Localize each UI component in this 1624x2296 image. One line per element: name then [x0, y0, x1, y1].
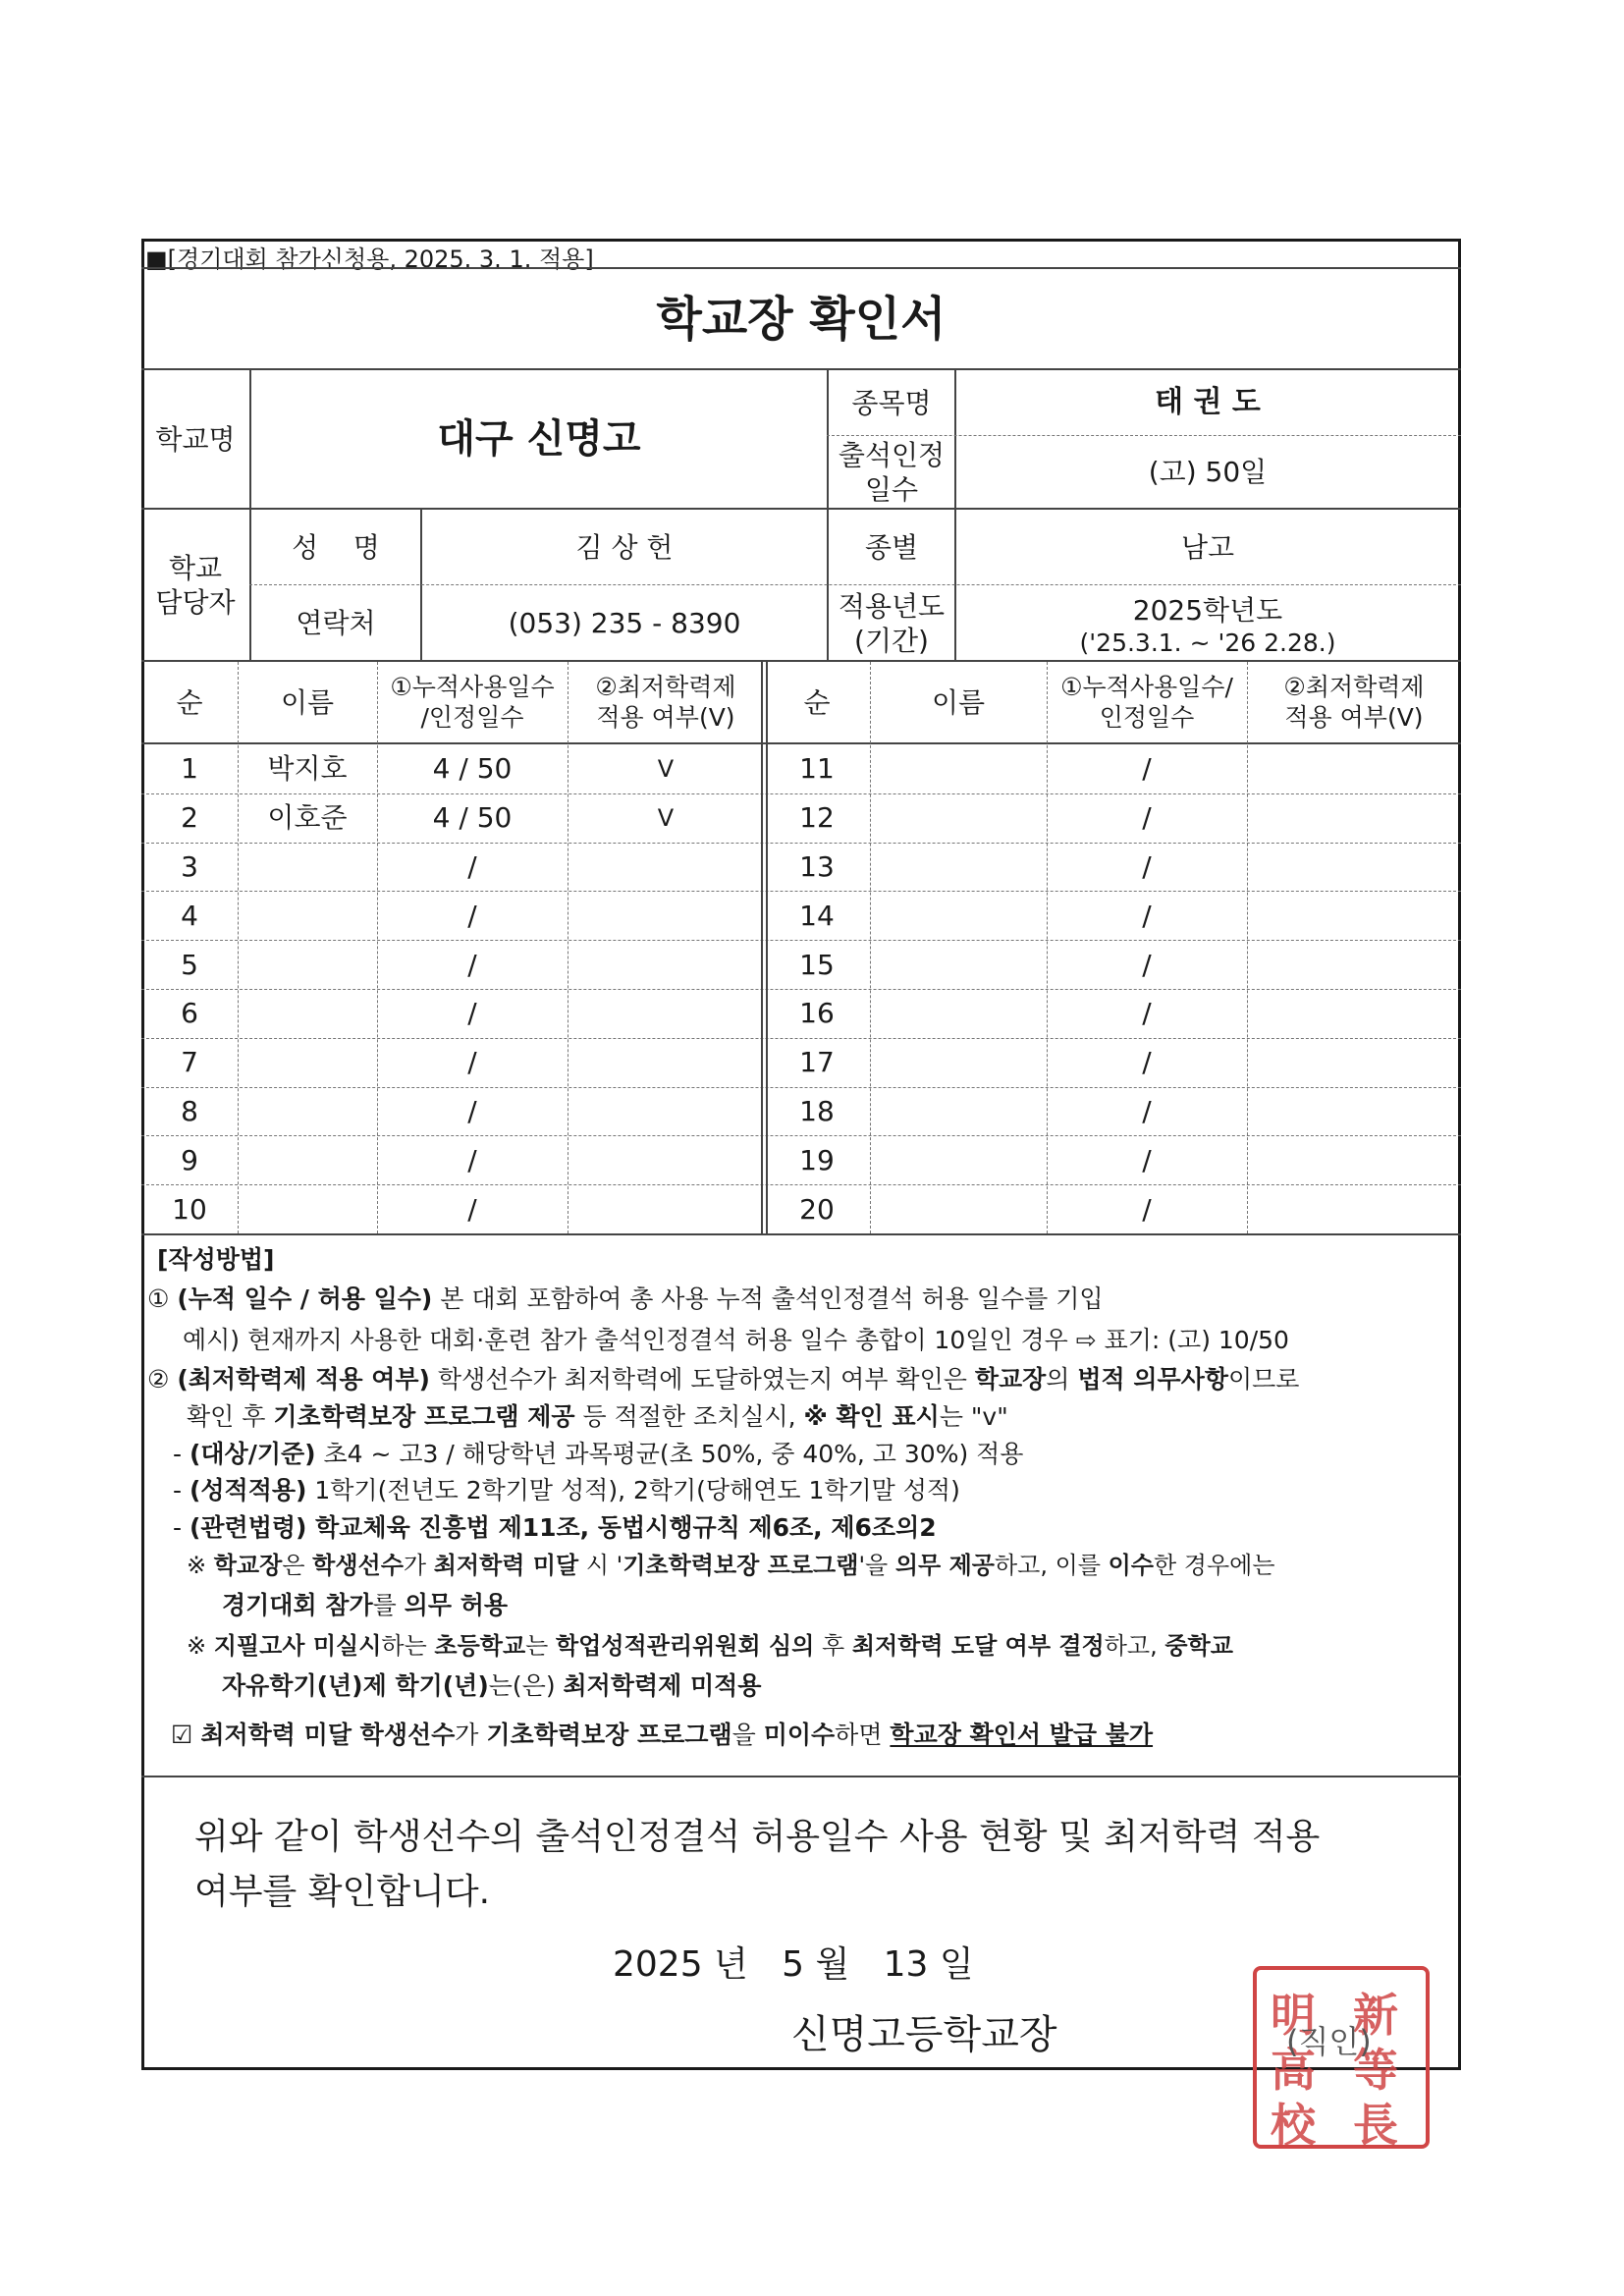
- table-row-days: /: [1142, 801, 1152, 835]
- phone-label: 연락처: [296, 607, 376, 639]
- table-row-no: 15: [799, 948, 835, 981]
- table-row-no: 7: [181, 1046, 198, 1079]
- table-row-days: 4 / 50: [432, 801, 513, 835]
- school-name: 대구 신명고: [437, 416, 641, 462]
- gender-value: 남고: [1180, 530, 1235, 564]
- table-row-no: 12: [799, 801, 835, 835]
- table-row-name: [238, 1038, 377, 1087]
- confirm-line-1: 위와 같이 학생선수의 출석인정결석 허용일수 사용 현황 및 최저학력 적용: [194, 1817, 1321, 1857]
- table-row-min: V: [657, 803, 675, 832]
- table-row-min: [1247, 843, 1461, 892]
- table-row-days: /: [1142, 997, 1152, 1030]
- table-row-name: [870, 891, 1047, 940]
- form-header: ■[경기대회 참가신청용, 2025. 3. 1. 적용]: [145, 246, 594, 273]
- table-row-min: [1247, 744, 1461, 793]
- col-header-name: 이름: [931, 685, 986, 719]
- col-header-days: ①누적사용일수 /인정일수: [390, 672, 555, 732]
- table-row-min: [568, 843, 764, 892]
- instruction-line: ① (누적 일수 / 허용 일수) 본 대회 포함하여 총 사용 누적 출석인정결석 허용 일수를 기입: [147, 1285, 1104, 1313]
- col-header-days: ①누적사용일수/ 인정일수: [1060, 672, 1233, 732]
- official-seal: 明 新 高 等 校 長: [1253, 1966, 1430, 2149]
- col-header-min: ②최저학력제 적용 여부(V): [595, 672, 736, 732]
- signer-name: 신명고등학교장: [791, 2012, 1057, 2057]
- table-row-days: /: [467, 1143, 477, 1176]
- table-row-no: 1: [181, 752, 198, 786]
- year-label: 적용년도 (기간): [838, 589, 946, 657]
- table-row-min: [1247, 1184, 1461, 1233]
- table-row-days: /: [467, 849, 477, 883]
- table-row-days: /: [467, 997, 477, 1030]
- table-row-no: 6: [181, 997, 198, 1030]
- table-row-name: [238, 891, 377, 940]
- instruction-line: ☑ 최저학력 미달 학생선수가 기초학력보장 프로그램을 미이수하면 학교장 확인서 발급 불가: [171, 1721, 1154, 1749]
- table-row-name: [238, 989, 377, 1038]
- page-title: 학교장 확인서: [656, 292, 947, 347]
- table-row-days: /: [467, 1192, 477, 1226]
- sport-label: 종목명: [851, 386, 932, 419]
- table-row-min: [1247, 1135, 1461, 1184]
- col-header-no: 순: [803, 685, 831, 719]
- confirm-date: 2025 년 5 월 13 일: [613, 1944, 974, 1985]
- table-row-days: /: [1142, 849, 1152, 883]
- table-row-no: 11: [799, 752, 835, 786]
- year-value: 2025학년도: [1132, 594, 1283, 627]
- col-header-name: 이름: [280, 685, 335, 719]
- table-row-name: [238, 940, 377, 989]
- instruction-line: 예시) 현재까지 사용한 대회·훈련 참가 출석인정결석 허용 일수 총합이 10일인 경우 ⇨ 표기: (고) 10/50: [183, 1326, 1289, 1354]
- instruction-line: - (관련법령) 학교체육 진흥법 제11조, 동법시행규칙 제6조, 제6조의2: [173, 1513, 937, 1542]
- table-row-min: [568, 1184, 764, 1233]
- table-row-no: 4: [181, 899, 198, 932]
- instruction-line: ※ 학교장은 학생선수가 최저학력 미달 시 '기초학력보장 프로그램'을 의무 제공하고, 이를 이수한 경우에는: [187, 1552, 1275, 1579]
- col-header-min: ②최저학력제 적용 여부(V): [1283, 672, 1425, 732]
- table-row-no: 9: [181, 1143, 198, 1176]
- table-row-min: [1247, 793, 1461, 843]
- instruction-line: ※ 지필고사 미실시하는 초등학교는 학업성적관리위원회 심의 후 최저학력 도달 여부 결정하고, 중학교: [187, 1632, 1233, 1660]
- table-row-name: [870, 1038, 1047, 1087]
- table-row-min: V: [657, 754, 675, 783]
- table-row-days: /: [1142, 948, 1152, 981]
- table-row-name: [238, 1135, 377, 1184]
- table-row-min: [1247, 1038, 1461, 1087]
- instruction-line: 경기대회 참가를 의무 허용: [222, 1591, 509, 1619]
- table-row-no: 18: [799, 1094, 835, 1127]
- table-row-days: /: [467, 1046, 477, 1079]
- table-row-no: 5: [181, 948, 198, 981]
- table-row-name: [238, 1087, 377, 1136]
- table-row-min: [568, 940, 764, 989]
- table-row-min: [568, 891, 764, 940]
- days-label: 출석인정 일수: [838, 438, 946, 506]
- instruction-line: - (성적적용) 1학기(전년도 2학기말 성적), 2학기(당해연도 1학기말 성적): [173, 1476, 960, 1504]
- table-row-days: /: [467, 1094, 477, 1127]
- table-row-days: /: [1142, 1046, 1152, 1079]
- table-row-no: 3: [181, 849, 198, 883]
- table-row-days: /: [1142, 899, 1152, 932]
- table-row-no: 19: [799, 1143, 835, 1176]
- table-row-name: [870, 940, 1047, 989]
- year-range: ('25.3.1. ~ '26 2.28.): [1079, 629, 1336, 657]
- table-row-min: [568, 989, 764, 1038]
- school-label: 학교명: [155, 422, 236, 456]
- name-label: 성 명: [292, 530, 380, 564]
- phone-value: (053) 235 - 8390: [508, 607, 741, 639]
- table-row-min: [568, 1038, 764, 1087]
- contact-label: 학교 담당자: [155, 551, 236, 619]
- table-row-days: /: [467, 899, 477, 932]
- table-row-days: /: [1142, 1094, 1152, 1127]
- table-row-min: [1247, 1087, 1461, 1136]
- table-row-no: 20: [799, 1192, 835, 1226]
- table-row-no: 14: [799, 899, 835, 932]
- table-row-no: 17: [799, 1046, 835, 1079]
- table-row-no: 16: [799, 997, 835, 1030]
- table-row-name: [238, 843, 377, 892]
- table-row-days: 4 / 50: [432, 752, 513, 786]
- table-row-no: 8: [181, 1094, 198, 1127]
- table-row-name: [870, 744, 1047, 793]
- table-row-name: [870, 793, 1047, 843]
- table-row-min: [1247, 940, 1461, 989]
- table-row-name: 박지호: [267, 752, 348, 786]
- instruction-line: ② (최저학력제 적용 여부) 학생선수가 최저학력에 도달하였는지 여부 확인은 학교장의 법적 의무사항이므로: [147, 1365, 1300, 1394]
- col-header-no: 순: [176, 685, 203, 719]
- table-row-name: 이호준: [267, 801, 348, 835]
- table-row-name: [238, 1184, 377, 1233]
- table-row-min: [568, 1087, 764, 1136]
- instruction-line: - (대상/기준) 초4 ~ 고3 / 해당학년 과목평균(초 50%, 중 40%, 고 30%) 적용: [173, 1440, 1024, 1468]
- table-row-days: /: [1142, 752, 1152, 786]
- table-row-name: [870, 1087, 1047, 1136]
- confirm-line-2: 여부를 확인합니다.: [194, 1872, 491, 1912]
- table-row-no: 2: [181, 801, 198, 835]
- table-row-name: [870, 843, 1047, 892]
- instructions-heading: [작성방법]: [157, 1245, 275, 1274]
- table-row-days: /: [1142, 1192, 1152, 1226]
- sport-value: 태 권 도: [1155, 385, 1261, 420]
- table-row-no: 13: [799, 849, 835, 883]
- contact-name: 김 상 헌: [575, 530, 674, 564]
- table-row-no: 10: [172, 1192, 207, 1226]
- instruction-line: 자유학기(년)제 학기(년)는(은) 최저학력제 미적용: [222, 1671, 762, 1700]
- gender-label: 종별: [864, 530, 919, 564]
- table-row-name: [870, 1184, 1047, 1233]
- table-row-min: [1247, 891, 1461, 940]
- table-row-days: /: [467, 948, 477, 981]
- table-row-min: [568, 1135, 764, 1184]
- seal-mark: (직인): [1286, 2023, 1372, 2060]
- table-row-name: [870, 989, 1047, 1038]
- days-value: (고) 50일: [1148, 456, 1268, 488]
- instruction-line: 확인 후 기초학력보장 프로그램 제공 등 적절한 조치실시, ※ 확인 표시는 "v": [187, 1402, 1008, 1431]
- table-row-min: [1247, 989, 1461, 1038]
- table-row-days: /: [1142, 1143, 1152, 1176]
- table-row-name: [870, 1135, 1047, 1184]
